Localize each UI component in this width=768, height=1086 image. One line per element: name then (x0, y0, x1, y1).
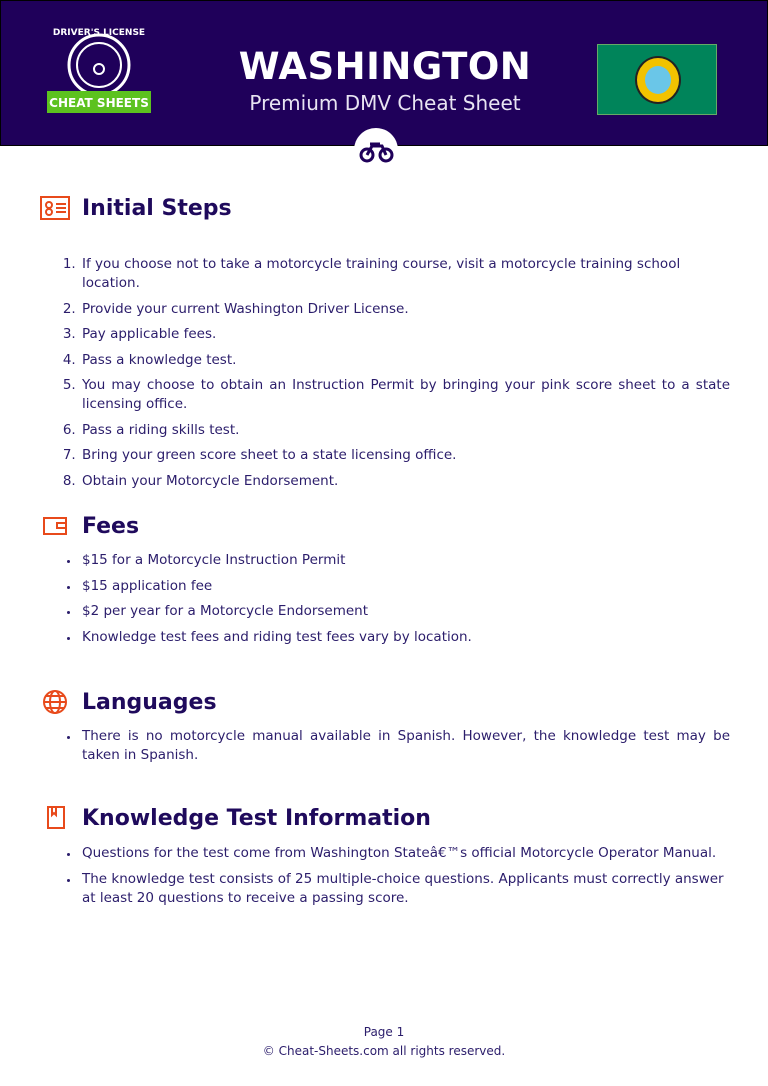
section-initial-steps (40, 193, 730, 497)
page-number: Page 1 (363, 1025, 405, 1039)
section-title: Initial Steps (82, 195, 232, 221)
languages-list (80, 727, 730, 765)
list-item: 1. If you choose not to take a motorcycle training course, visit a motorcycle training school location. (80, 255, 730, 293)
motorcycle-badge (354, 128, 398, 168)
list-item: • The knowledge test consists of 25 multiple-choice questions. Applicants must correctly answer at least 20 questions to receive a passing score. (80, 870, 730, 908)
page-subtitle: Premium DMV Cheat Sheet (249, 91, 521, 115)
section-title: Fees (82, 513, 140, 539)
section-title: Knowledge Test Information (82, 805, 431, 831)
list-item: 2. Provide your current Washington Driver License. (80, 300, 730, 319)
list-item: 8. Obtain your Motorcycle Endorsement. (80, 472, 730, 491)
washington-flag (597, 44, 717, 115)
list-item: • Knowledge test fees and riding test fees vary by location. (80, 628, 730, 647)
wallet-icon (40, 513, 70, 539)
globe-icon (40, 689, 70, 715)
svg-text:CHEAT SHEETS: CHEAT SHEETS (49, 96, 149, 110)
knowledge-list (80, 844, 730, 908)
section-languages (40, 687, 730, 772)
footer (0, 1023, 768, 1061)
list-item: 5. You may choose to obtain an Instruction Permit by bringing your pink score sheet to a state licensing office. (80, 376, 730, 414)
list-item: • $2 per year for a Motorcycle Endorsement (80, 602, 730, 621)
id-card-icon (40, 195, 70, 221)
motorcycle-icon (354, 128, 398, 168)
list-item: 7. Bring your green score sheet to a state licensing office. (80, 446, 730, 465)
list-item: • There is no motorcycle manual available in Spanish. However, the knowledge test may be taken in Spanish. (80, 727, 730, 765)
fees-list (80, 551, 730, 647)
list-item: 4. Pass a knowledge test. (80, 351, 730, 370)
section-knowledge-test (40, 803, 730, 914)
list-item: • Questions for the test come from Washington Stateâ€™s official Motorcycle Operator Manual. (80, 844, 730, 863)
section-fees (40, 511, 730, 653)
svg-text:DRIVER'S LICENSE: DRIVER'S LICENSE (52, 28, 146, 38)
copyright: © Cheat-Sheets.com all rights reserved. (262, 1044, 506, 1058)
steps-list (80, 255, 730, 491)
list-item: 3. Pay applicable fees. (80, 325, 730, 344)
header (0, 0, 768, 146)
section-title: Languages (82, 689, 217, 715)
book-icon (40, 805, 70, 831)
page-title: WASHINGTON (238, 45, 532, 88)
list-item: 6. Pass a riding skills test. (80, 421, 730, 440)
list-item: • $15 application fee (80, 577, 730, 596)
list-item: • $15 for a Motorcycle Instruction Permit (80, 551, 730, 570)
